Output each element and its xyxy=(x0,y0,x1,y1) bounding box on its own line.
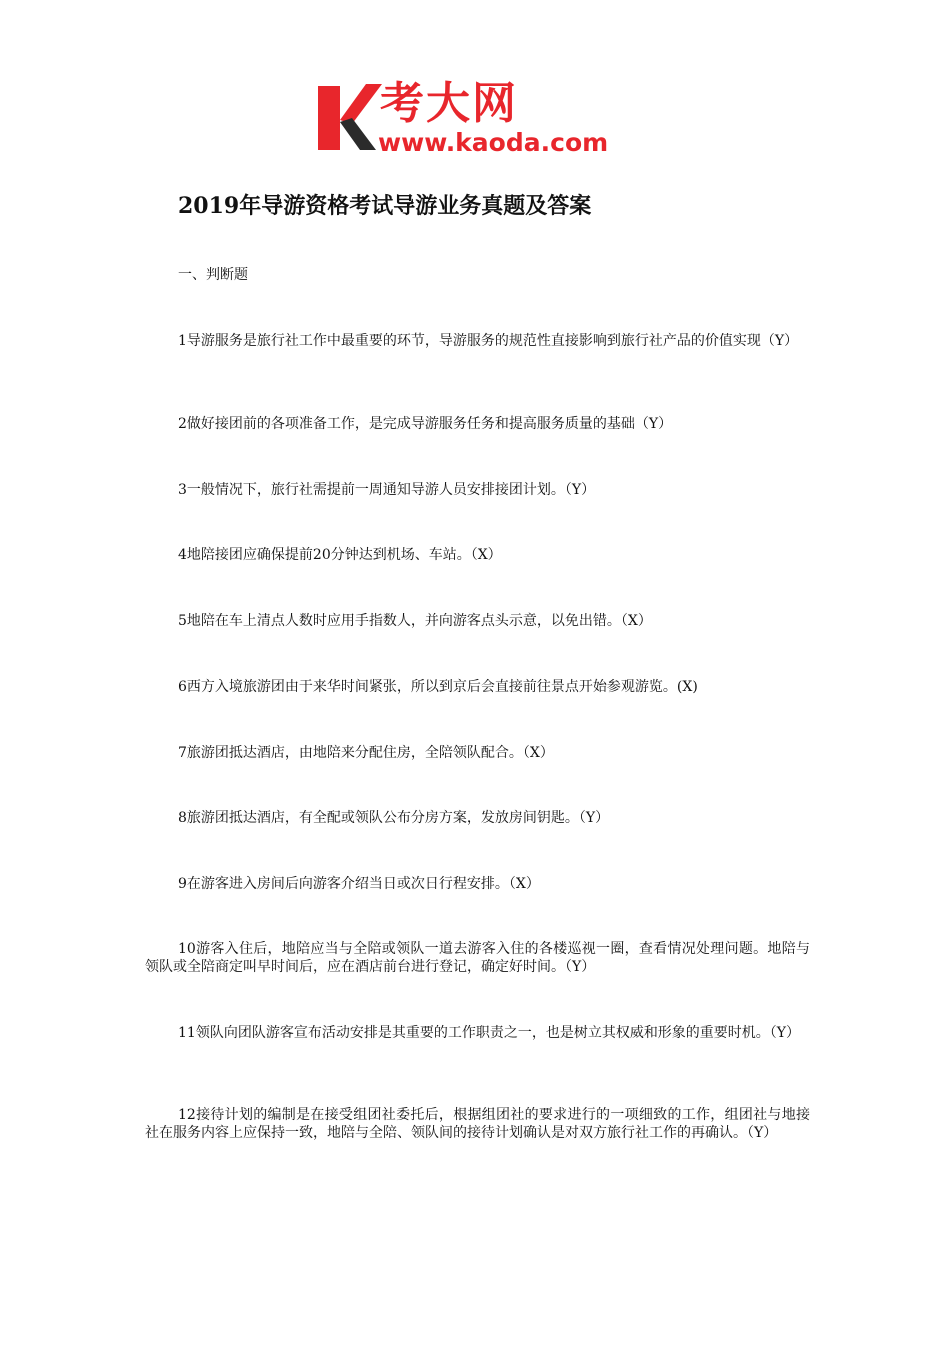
question-7: 7旅游团抵达酒店，由地陪来分配住房，全陪领队配合。（X） xyxy=(178,745,554,761)
question-5: 5地陪在车上清点人数时应用手指数人，并向游客点头示意，以免出错。（X） xyxy=(178,613,652,629)
question-10: 10游客入住后，地陪应当与全陪或领队一道去游客入住的各楼巡视一圈，查看情况处理问题。地陪与领队或全陪商定叫早时间后，应在酒店前台进行登记，确定好时间。（Y） xyxy=(145,941,810,975)
kaoda-logo xyxy=(316,78,640,160)
section-heading: 一、判断题 xyxy=(178,267,248,283)
question-12: 12接待计划的编制是在接受组团社委托后，根据组团社的要求进行的一项细致的工作，组团社与地接社在服务内容上应保持一致，地陪与全陪、领队间的接待计划确认是对双方旅行社工作的再确认。（Y） xyxy=(145,1107,810,1141)
question-9: 9在游客进入房间后向游客介绍当日或次日行程安排。（X） xyxy=(178,876,540,892)
question-2: 2做好接团前的各项准备工作，是完成导游服务任务和提高服务质量的基础（Y） xyxy=(178,416,673,432)
question-4: 4地陪接团应确保提前20分钟达到机场、车站。（X） xyxy=(178,547,502,563)
k-logo-icon xyxy=(316,78,382,160)
question-3: 3一般情况下，旅行社需提前一周通知导游人员安排接团计划。（Y） xyxy=(178,482,596,498)
question-1: 1导游服务是旅行社工作中最重要的环节，导游服务的规范性直接影响到旅行社产品的价值实现（Y） xyxy=(178,333,799,349)
question-11: 11领队向团队游客宣布活动安排是其重要的工作职责之一，也是树立其权威和形象的重要时机。（Y） xyxy=(178,1025,801,1041)
logo-brand-text: 考大网 xyxy=(380,78,518,129)
document-title: 2019年导游资格考试导游业务真题及答案 xyxy=(178,193,592,219)
question-6: 6西方入境旅游团由于来华时间紧张，所以到京后会直接前往景点开始参观游览。(X) xyxy=(178,679,698,695)
question-8: 8旅游团抵达酒店，有全配或领队公布分房方案，发放房间钥匙。（Y） xyxy=(178,810,610,826)
logo-url-text: www.kaoda.com xyxy=(378,128,609,157)
